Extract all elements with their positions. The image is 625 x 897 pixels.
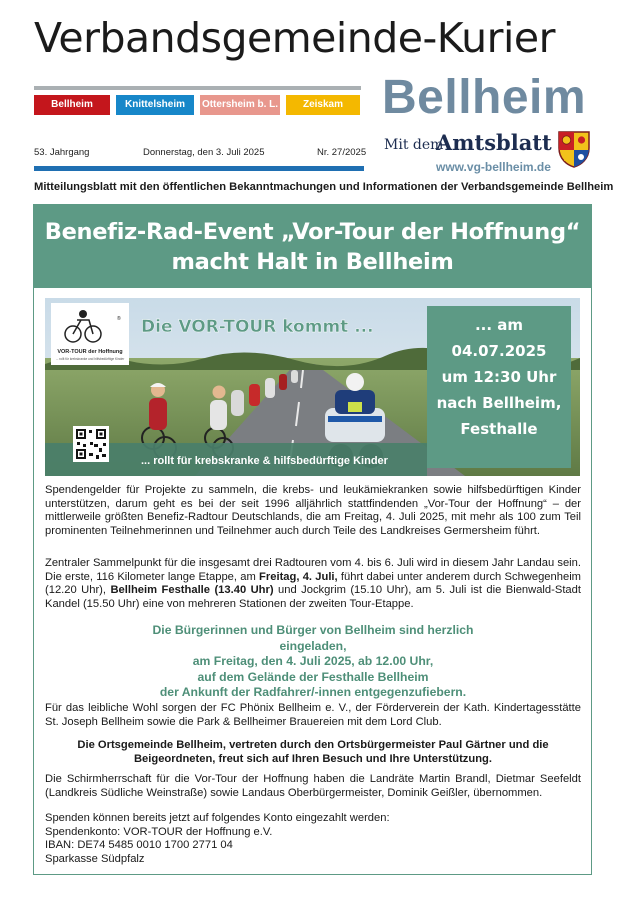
website-link[interactable]: www.vg-bellheim.de: [436, 160, 551, 174]
paragraph-intro: Spendengelder für Projekte zu sammeln, die krebs- und leukämiekranken sowie hilfsbedürftigen Kinder unterstützen, darum geht es bei der seit 1996 alljährlich stattfindenden „Vor-Tour der Hoffnung“ – der mittlerweile größten Benefiz-Radtour Deutschlands, die am Freitag, 4. Juli 2025, mit mehr als 100 zum Teil prominenten Teilnehmerinnen und Teilnehmer auch durch Teile des Landkreises Germersheim führt.: [45, 484, 581, 537]
invitation-block: [45, 623, 581, 701]
banner-info-box: [427, 306, 571, 468]
issue-number: Nr. 27/2025: [317, 147, 367, 158]
banner-info-line1: ... am: [474, 316, 524, 334]
banner-info-venue: Festhalle: [460, 420, 538, 438]
invitation-line: der Ankunft der Radfahrer/-innen entgegenzufiebern.: [159, 685, 467, 699]
svg-text:®: ®: [117, 316, 121, 322]
donation-bank: Sparkasse Südpfalz: [45, 852, 145, 865]
qr-code-icon[interactable]: [73, 426, 109, 462]
event-banner: [45, 298, 580, 476]
paragraph-catering: Für das leibliche Wohl sorgen der FC Phönix Bellheim e. V., der Förderverein der Kath. Kindertagesstätte St. Joseph Bellheim sowie die Park & Bellheimer Brauereien mit dem Lord Club.: [45, 702, 581, 728]
donation-intro: Spenden können bereits jetzt auf folgendes Konto eingezahlt werden:: [45, 812, 390, 824]
tab-ottersheim[interactable]: Ottersheim b. L.: [200, 95, 280, 115]
tab-zeiskam[interactable]: Zeiskam: [286, 95, 360, 115]
tab-bellheim[interactable]: Bellheim: [34, 95, 110, 115]
municipality-tabs: [34, 95, 360, 115]
article-headline-line1: Benefiz-Rad-Event „Vor-Tour der Hoffnung“: [44, 219, 581, 245]
paragraph-patronage: Die Schirmherrschaft für die Vor-Tour der Hoffnung haben die Landräte Martin Brandl, Dietmar Seefeldt (Landkreis Südliche Weinstraße) sowie Landaus Oberbürgermeister, Dominik Geißler, übernommen.: [45, 773, 581, 799]
donation-details: [45, 812, 581, 866]
banner-info-time: um 12:30 Uhr: [441, 368, 557, 386]
invitation-line: am Freitag, den 4. Juli 2025, ab 12.00 Uhr,: [192, 654, 434, 668]
brand-bellheim: Bellheim: [382, 71, 587, 124]
issue-year: 53. Jahrgang: [34, 147, 90, 158]
banner-info-place: nach Bellheim,: [436, 394, 562, 412]
banner-info-date: 04.07.2025: [451, 342, 547, 360]
article-headline: [34, 205, 591, 288]
banner-headline: Die VOR-TOUR kommt ...: [141, 317, 374, 337]
donation-account: Spendenkonto: VOR-TOUR der Hoffnung e.V.: [45, 825, 273, 838]
banner-tagline: ... rollt für krebskranke & hilfsbedürftige Kinder: [141, 455, 388, 467]
masthead-subtitle: Mitteilungsblatt mit den öffentlichen Bekanntmachungen und Informationen der Verbandsgemeinde Bellheim: [34, 181, 614, 193]
masthead-divider: [34, 86, 361, 90]
route-bellheim-highlight: Bellheim Festhalle (13.40 Uhr): [110, 584, 274, 597]
article-headline-line2: macht Halt in Bellheim: [171, 249, 454, 275]
bellheim-crest-icon: [557, 128, 591, 168]
municipality-statement: Die Ortsgemeinde Bellheim, vertreten durch den Ortsbürgermeister Paul Gärtner und die Beigeordneten, freut sich auf Ihren Besuch und Ihre Unterstützung.: [77, 739, 549, 765]
invitation-line: eingeladen,: [279, 638, 347, 653]
amtsblatt-title: Amtsblatt: [436, 130, 552, 155]
issue-date: Donnerstag, den 3. Juli 2025: [143, 147, 265, 158]
vor-tour-logo-icon: [51, 303, 129, 365]
tab-knittelsheim[interactable]: Knittelsheim: [116, 95, 194, 115]
logo-title: VOR-TOUR der Hoffnung: [57, 349, 123, 355]
logo-subtitle: ... rollt für krebskranke und hilfsbedürftige Kinder: [55, 357, 125, 361]
masthead-title: Verbandsgemeinde-Kurier: [34, 14, 555, 62]
paragraph-route: Zentraler Sammelpunkt für die insgesamt drei Radtouren vom 4. bis 6. Juli wird in diesem Jahr Landau sein. Die erste, 116 Kilometer lange Etappe, am Freitag, 4. Juli, führt dabei unter anderem durch Schwegenheim (12.20 Uhr), Bellheim Festhalle (13.40 Uhr) und Jockgrim (15.10 Uhr), am 5. Juli ist die Bienwald-Stadt Kandel (15.50 Uhr) eine von mehreren Stationen der zweiten Tour-Etappe.: [45, 557, 582, 610]
route-date-highlight: Freitag, 4. Juli,: [259, 570, 338, 583]
amtsblatt-prefix: Mit dem: [384, 137, 444, 153]
donation-iban: IBAN: DE74 5485 0010 1700 2771 04: [45, 839, 233, 852]
issue-divider: [34, 166, 364, 171]
invitation-line: auf dem Gelände der Festhalle Bellheim: [197, 669, 429, 684]
invitation-line: Die Bürgerinnen und Bürger von Bellheim sind herzlich: [152, 623, 474, 637]
